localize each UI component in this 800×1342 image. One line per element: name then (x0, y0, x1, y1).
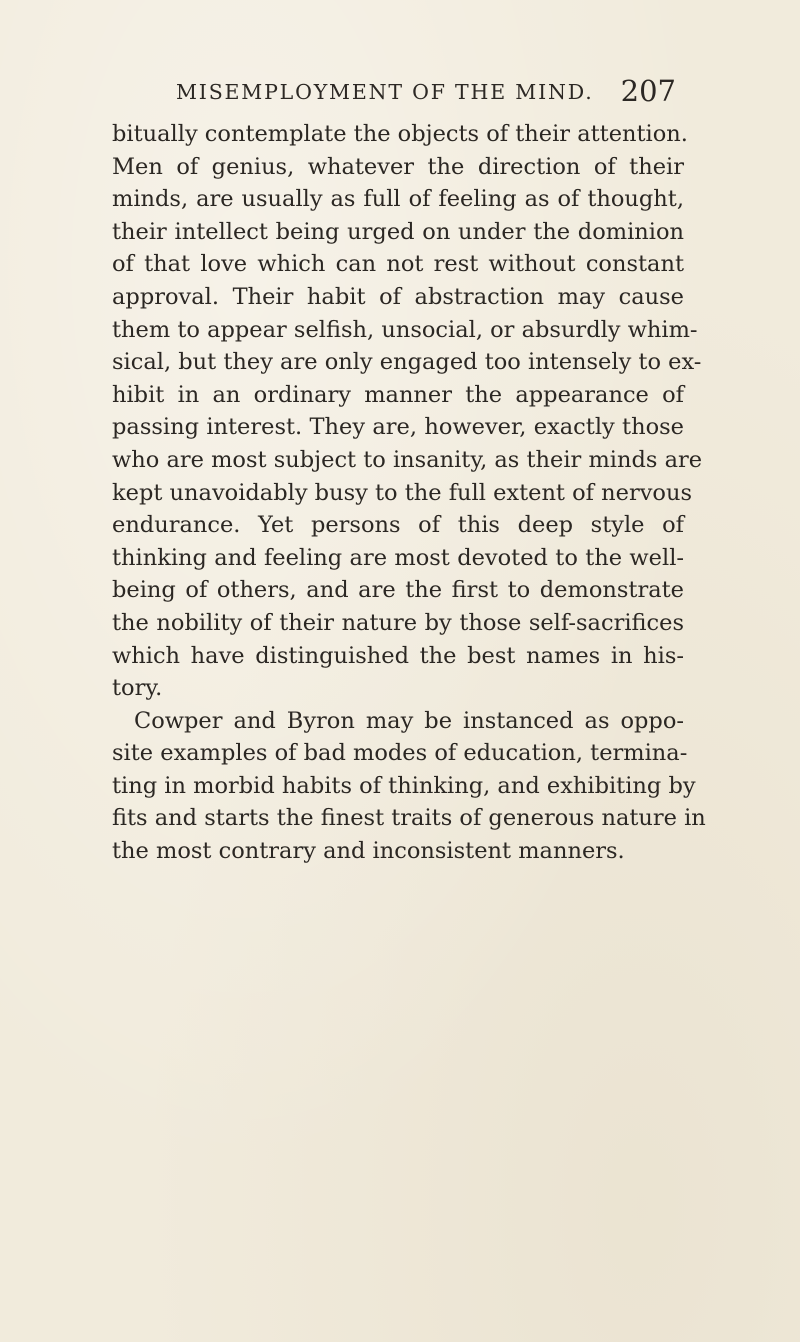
running-title: MISEMPLOYMENT OF THE MIND. (176, 80, 594, 104)
text-line: which have distinguished the best names in his- (112, 642, 684, 669)
text-line: the nobility of their nature by those self-sacrifices (112, 609, 684, 636)
text-line: hibit in an ordinary manner the appearance of (112, 381, 684, 408)
text-line: being of others, and are the first to demonstrate (112, 577, 684, 604)
text-line: the most contrary and inconsistent manners. (112, 838, 625, 865)
text-line: passing interest. They are, however, exactly those (112, 414, 684, 441)
text-line: Cowper and Byron may be instanced as oppo- (134, 707, 684, 734)
text-line: of that love which can not rest without constant (112, 251, 684, 278)
text-line: kept unavoidably busy to the full extent of nervous (112, 479, 693, 506)
text-line: their intellect being urged on under the dominion (112, 218, 684, 245)
text-line: ting in morbid habits of thinking, and exhibiting by (112, 772, 696, 799)
running-head (176, 74, 676, 114)
body-text (112, 118, 706, 868)
text-line: tory. (112, 675, 163, 702)
text-line: who are most subject to insanity, as their minds are (112, 446, 703, 473)
text-line: endurance. Yet persons of this deep style of (112, 512, 684, 539)
paragraph-1 (112, 118, 703, 705)
text-line: thinking and feeling are most devoted to the well- (112, 544, 684, 571)
text-line: fits and starts the finest traits of generous nature in (112, 805, 706, 832)
text-line: site examples of bad modes of education, termina- (112, 740, 688, 767)
page-number: 207 (620, 74, 676, 108)
text-line: minds, are usually as full of feeling as of thought, (112, 186, 684, 213)
text-line: them to appear selfish, unsocial, or absurdly whim- (112, 316, 698, 343)
paragraph-2 (112, 705, 706, 868)
text-line: sical, but they are only engaged too intensely to ex- (112, 349, 702, 376)
text-line: Men of genius, whatever the direction of their (112, 153, 684, 180)
text-line: approval. Their habit of abstraction may cause (112, 283, 684, 310)
text-line: bitually contemplate the objects of their attention. (112, 121, 688, 147)
